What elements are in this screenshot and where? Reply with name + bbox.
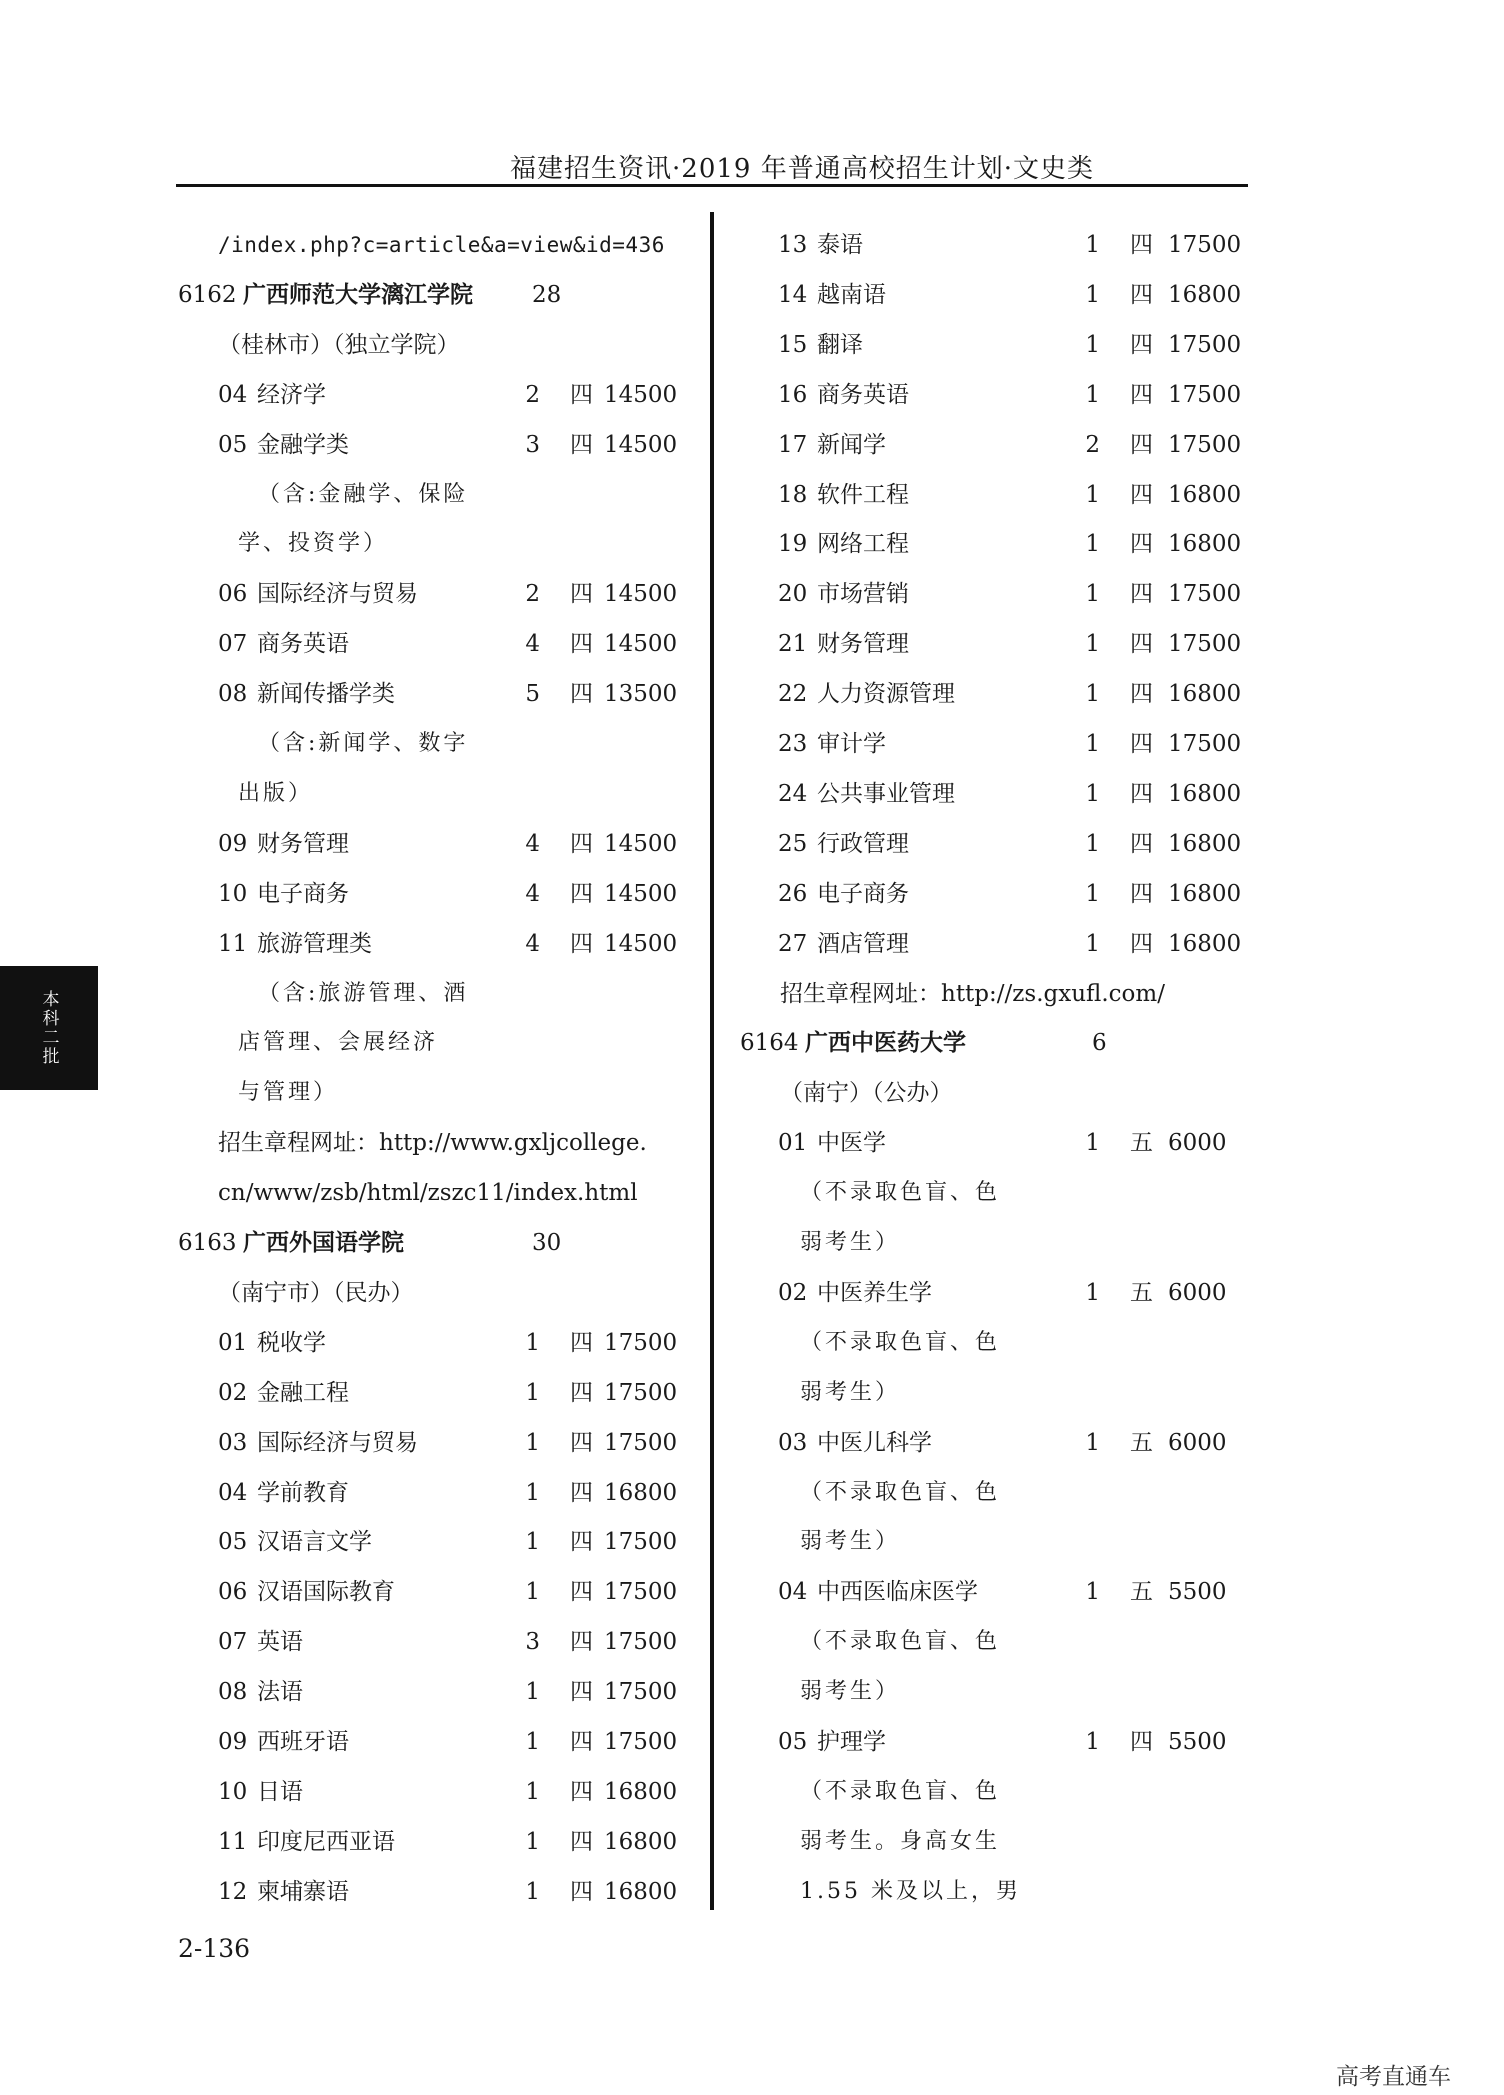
major-code: 19 (778, 531, 808, 558)
major-name: 中医儿科学 (817, 1429, 932, 1456)
tuition-fee: 16800 (1168, 681, 1242, 708)
plan-count: 1 (1085, 232, 1100, 258)
study-years: 四 (570, 1529, 593, 1556)
study-years: 四 (570, 681, 593, 708)
study-years: 四 (570, 631, 593, 658)
major-name: 市场营销 (817, 581, 909, 608)
tuition-fee: 16800 (1168, 930, 1242, 957)
study-years: 四 (570, 381, 593, 408)
study-years: 四 (570, 1778, 593, 1805)
study-years: 四 (570, 431, 593, 458)
line-text: （南宁）（公办） (780, 1080, 953, 1107)
study-years: 四 (570, 830, 593, 857)
plan-count: 4 (525, 830, 540, 857)
major-name: 公共事业管理 (817, 780, 955, 807)
study-years: 四 (570, 1629, 593, 1656)
note-text: 店管理、会展经济 (238, 1030, 439, 1056)
plan-count: 1 (525, 1828, 540, 1855)
study-years: 四 (1130, 481, 1153, 508)
study-years: 四 (570, 1379, 593, 1406)
tuition-fee: 17500 (1168, 431, 1242, 458)
major-code: 12 (218, 1878, 248, 1905)
major-note (0, 1767, 1504, 1817)
tuition-fee: 17500 (1168, 581, 1242, 608)
plan-count: 4 (525, 930, 540, 957)
plan-count: 2 (525, 581, 540, 608)
major-name: 审计学 (817, 731, 886, 757)
study-years: 四 (570, 1329, 593, 1356)
major-name: 越南语 (817, 281, 886, 308)
school-plan-count: 6 (1092, 1030, 1107, 1057)
line-text: （桂林市）（独立学院） (218, 331, 460, 358)
study-years: 四 (1130, 780, 1153, 807)
major-code: 26 (778, 880, 808, 907)
school-code: 6163 (178, 1230, 237, 1256)
plan-count: 1 (525, 1479, 540, 1506)
study-years: 五 (1130, 1429, 1153, 1456)
note-text: （不录取色盲、色 (800, 1629, 1001, 1655)
school-code: 6164 (740, 1030, 799, 1057)
major-row (0, 420, 1504, 470)
major-name: 商务英语 (257, 631, 349, 658)
major-code: 24 (778, 780, 808, 807)
tuition-fee: 16800 (1168, 531, 1242, 558)
tuition-fee: 5500 (1168, 1579, 1227, 1606)
plan-count: 1 (1085, 731, 1100, 757)
major-note (0, 1218, 1504, 1268)
major-row (0, 719, 1504, 769)
study-years: 四 (1130, 331, 1153, 358)
major-name: 税收学 (257, 1329, 326, 1356)
note-text: 学、投资学） (238, 531, 389, 557)
study-years: 四 (570, 1579, 593, 1606)
plan-count: 1 (1085, 481, 1100, 508)
tuition-fee: 16800 (1168, 481, 1242, 508)
plan-count: 1 (525, 1429, 540, 1456)
major-name: 国际经济与贸易 (257, 581, 418, 608)
tuition-fee: 16800 (1168, 830, 1242, 857)
major-name: 电子商务 (257, 880, 349, 907)
major-code: 01 (218, 1329, 248, 1356)
tuition-fee: 6000 (1168, 1279, 1227, 1306)
major-code: 15 (778, 331, 808, 358)
note-text: （含:新闻学、数字 (258, 731, 469, 756)
note-text: 弱考生） (800, 1679, 901, 1705)
note-text: 弱考生） (800, 1529, 901, 1555)
major-row (0, 1268, 1504, 1318)
tuition-fee: 14500 (604, 880, 678, 907)
header-title: 福建招生资讯·2019 年普通高校招生计划·文史类 (510, 154, 1094, 184)
plan-count: 1 (1085, 331, 1100, 358)
major-code: 23 (778, 731, 808, 757)
tuition-fee: 17500 (1168, 631, 1242, 658)
major-code: 06 (218, 1579, 248, 1606)
major-name: 西班牙语 (257, 1729, 349, 1755)
plan-count: 5 (525, 681, 540, 708)
plan-count: 1 (1085, 780, 1100, 807)
study-years: 四 (570, 1828, 593, 1855)
tuition-fee: 17500 (604, 1629, 678, 1656)
major-code: 09 (218, 830, 248, 857)
major-code: 07 (218, 631, 248, 658)
major-note (0, 1867, 1504, 1917)
tuition-fee: 17500 (604, 1679, 678, 1706)
major-note (0, 1617, 1504, 1667)
tuition-fee: 14500 (604, 381, 678, 408)
plan-count: 1 (1085, 281, 1100, 308)
study-years: 四 (570, 1479, 593, 1506)
major-code: 14 (778, 281, 808, 308)
major-row (0, 220, 1504, 270)
study-years: 五 (1130, 1579, 1153, 1606)
plan-count: 1 (1085, 381, 1100, 408)
major-code: 04 (218, 1479, 248, 1506)
study-years: 四 (570, 581, 593, 608)
major-row (0, 1418, 1504, 1468)
plan-count: 3 (525, 431, 540, 458)
major-note (0, 1667, 1504, 1717)
major-name: 金融工程 (257, 1379, 349, 1406)
major-code: 08 (218, 681, 248, 708)
major-name: 财务管理 (817, 631, 909, 658)
major-note (0, 1168, 1504, 1218)
major-row (0, 819, 1504, 869)
major-code: 04 (218, 381, 248, 408)
note-text: （含:金融学、保险 (258, 481, 469, 507)
major-code: 05 (218, 1529, 248, 1556)
school-plan-count: 30 (532, 1230, 562, 1256)
major-name: 商务英语 (817, 381, 909, 408)
major-name: 软件工程 (817, 481, 909, 508)
study-years: 四 (1130, 930, 1153, 957)
plan-count: 1 (525, 1778, 540, 1805)
major-code: 18 (778, 481, 808, 508)
tuition-fee: 14500 (604, 581, 678, 608)
major-name: 学前教育 (257, 1479, 349, 1506)
major-name: 中西医临床医学 (817, 1579, 978, 1606)
school-row (0, 1018, 1504, 1068)
major-row (0, 669, 1504, 719)
tuition-fee: 16800 (604, 1828, 678, 1855)
major-name: 中医养生学 (817, 1279, 932, 1306)
tuition-fee: 14500 (604, 431, 678, 458)
plan-count: 1 (1085, 1729, 1100, 1755)
note-text: （含:旅游管理、酒 (258, 980, 469, 1006)
major-code: 09 (218, 1729, 248, 1755)
note-text: 与管理） (238, 1080, 339, 1106)
study-years: 四 (1130, 631, 1153, 658)
major-row (0, 919, 1504, 969)
major-name: 翻译 (817, 331, 863, 358)
major-note (0, 1817, 1504, 1867)
plan-count: 3 (525, 1629, 540, 1656)
tuition-fee: 17500 (604, 1429, 678, 1456)
school-code: 6162 (178, 281, 237, 308)
study-years: 四 (1130, 232, 1153, 258)
major-row (0, 1567, 1504, 1617)
major-row (0, 1118, 1504, 1168)
major-note (0, 1468, 1504, 1518)
watermark: 高考直通车 (1336, 2064, 1451, 2090)
major-name: 汉语言文学 (257, 1529, 372, 1556)
note-text: （不录取色盲、色 (800, 1180, 1001, 1206)
major-name: 新闻传播学类 (257, 681, 395, 708)
tuition-fee: 17500 (1168, 331, 1242, 358)
plan-count: 2 (525, 381, 540, 408)
major-name: 电子商务 (817, 880, 909, 907)
study-years: 四 (1130, 431, 1153, 458)
study-years: 四 (1130, 281, 1153, 308)
major-code: 07 (218, 1629, 248, 1656)
study-years: 五 (1130, 1130, 1153, 1157)
plan-count: 1 (1085, 1279, 1100, 1306)
major-row (0, 1717, 1504, 1767)
plan-count: 1 (1085, 681, 1100, 708)
tuition-fee: 17500 (604, 1579, 678, 1606)
major-name: 泰语 (817, 232, 863, 258)
school-name: 广西中医药大学 (805, 1029, 966, 1057)
note-text: 出版） (238, 780, 314, 806)
major-row (0, 569, 1504, 619)
tuition-fee: 17500 (1168, 731, 1242, 757)
note-text: （不录取色盲、色 (800, 1479, 1001, 1505)
line-text: /index.php?c=article&a=view&id=436 (218, 233, 665, 257)
major-code: 02 (218, 1379, 248, 1406)
major-name: 行政管理 (817, 830, 909, 857)
major-code: 11 (218, 930, 248, 957)
study-years: 四 (570, 930, 593, 957)
school-name: 广西外国语学院 (243, 1229, 404, 1256)
tuition-fee: 16800 (604, 1479, 678, 1506)
major-name: 旅游管理类 (257, 930, 372, 957)
major-name: 护理学 (817, 1729, 886, 1755)
major-note (0, 1318, 1504, 1368)
tuition-fee: 17500 (1168, 381, 1242, 408)
major-code: 11 (218, 1828, 248, 1855)
major-row (0, 270, 1504, 320)
plan-count: 1 (1085, 581, 1100, 608)
tuition-fee: 17500 (604, 1329, 678, 1356)
major-code: 10 (218, 1778, 248, 1805)
tuition-fee: 14500 (604, 930, 678, 957)
study-years: 四 (570, 880, 593, 907)
major-note (0, 1368, 1504, 1418)
study-years: 四 (1130, 830, 1153, 857)
major-code: 27 (778, 930, 808, 957)
tuition-fee: 16800 (1168, 780, 1242, 807)
line-text: （南宁市）（民办） (218, 1279, 414, 1306)
tuition-fee: 6000 (1168, 1429, 1227, 1456)
study-years: 四 (570, 1729, 593, 1755)
major-code: 13 (778, 232, 808, 258)
major-name: 人力资源管理 (817, 681, 955, 708)
study-years: 四 (1130, 681, 1153, 708)
plan-count: 1 (1085, 1579, 1100, 1606)
plan-count: 1 (525, 1729, 540, 1755)
major-name: 网络工程 (817, 531, 909, 558)
plan-count: 2 (1085, 431, 1100, 458)
plan-count: 1 (1085, 531, 1100, 558)
major-code: 06 (218, 581, 248, 608)
note-text: 弱考生） (800, 1230, 901, 1255)
text-line (0, 969, 1504, 1019)
major-name: 新闻学 (817, 431, 886, 458)
major-code: 17 (778, 431, 808, 458)
tuition-fee: 16800 (1168, 281, 1242, 308)
plan-count: 1 (1085, 830, 1100, 857)
plan-count: 1 (1085, 880, 1100, 907)
school-name: 广西师范大学漓江学院 (243, 280, 473, 308)
tuition-fee: 13500 (604, 681, 678, 708)
plan-count: 1 (525, 1579, 540, 1606)
tuition-fee: 16800 (1168, 880, 1242, 907)
header-rule (176, 184, 1248, 187)
major-name: 英语 (257, 1629, 303, 1656)
major-name: 国际经济与贸易 (257, 1429, 418, 1456)
major-row (0, 869, 1504, 919)
plan-count: 1 (1085, 631, 1100, 658)
major-name: 中医学 (817, 1130, 886, 1157)
major-row (0, 320, 1504, 370)
study-years: 四 (1130, 381, 1153, 408)
major-name: 酒店管理 (817, 930, 909, 957)
major-code: 04 (778, 1579, 808, 1606)
study-years: 五 (1130, 1279, 1153, 1306)
tuition-fee: 14500 (604, 830, 678, 857)
major-code: 21 (778, 631, 808, 658)
plan-count: 1 (1085, 1429, 1100, 1456)
study-years: 四 (1130, 880, 1153, 907)
major-row (0, 470, 1504, 520)
section-side-tab-label: 本科二批 (38, 990, 59, 1066)
plan-count: 1 (1085, 930, 1100, 957)
note-text: 弱考生。身高女生 (800, 1828, 1001, 1854)
major-name: 法语 (257, 1679, 303, 1706)
major-code: 02 (778, 1279, 808, 1306)
study-years: 四 (1130, 581, 1153, 608)
line-text: 招生章程网址：http://www.gxljcollege. (218, 1130, 647, 1157)
plan-count: 1 (525, 1529, 540, 1556)
tuition-fee: 17500 (1168, 232, 1242, 258)
plan-count: 1 (525, 1329, 540, 1356)
plan-count: 4 (525, 880, 540, 907)
note-text: 1.55 米及以上，男 (800, 1878, 1021, 1904)
study-years: 四 (570, 1878, 593, 1905)
major-code: 01 (778, 1130, 808, 1157)
major-code: 05 (218, 431, 248, 458)
note-text: 弱考生） (800, 1379, 901, 1405)
major-row (0, 370, 1504, 420)
note-text: （不录取色盲、色 (800, 1329, 1001, 1355)
tuition-fee: 17500 (604, 1529, 678, 1556)
major-row (0, 519, 1504, 569)
plan-count: 1 (525, 1679, 540, 1706)
major-code: 03 (218, 1429, 248, 1456)
page-number: 2-136 (178, 1934, 251, 1963)
major-code: 10 (218, 880, 248, 907)
major-code: 05 (778, 1729, 808, 1755)
major-name: 金融学类 (257, 431, 349, 458)
major-name: 经济学 (257, 381, 326, 408)
line-text: 招生章程网址：http://zs.gxufl.com/ (780, 980, 1165, 1007)
note-text: （不录取色盲、色 (800, 1778, 1001, 1804)
tuition-fee: 16800 (604, 1878, 678, 1905)
major-name: 汉语国际教育 (257, 1579, 395, 1606)
plan-count: 1 (525, 1379, 540, 1406)
major-name: 印度尼西亚语 (257, 1828, 395, 1855)
study-years: 四 (570, 1429, 593, 1456)
line-text: cn/www/zsb/html/zszc11/index.html (218, 1180, 638, 1207)
major-code: 08 (218, 1679, 248, 1706)
study-years: 四 (1130, 1729, 1153, 1755)
school-plan-count: 28 (532, 281, 562, 308)
tuition-fee: 14500 (604, 631, 678, 658)
study-years: 四 (1130, 531, 1153, 558)
major-row (0, 619, 1504, 669)
tuition-fee: 6000 (1168, 1130, 1227, 1157)
plan-count: 1 (1085, 1130, 1100, 1157)
major-code: 20 (778, 581, 808, 608)
major-name: 柬埔寨语 (257, 1878, 349, 1905)
plan-count: 4 (525, 631, 540, 658)
major-code: 22 (778, 681, 808, 708)
text-line (0, 1068, 1504, 1118)
tuition-fee: 17500 (604, 1729, 678, 1755)
tuition-fee: 5500 (1168, 1729, 1227, 1755)
major-code: 25 (778, 830, 808, 857)
major-row (0, 769, 1504, 819)
major-name: 财务管理 (257, 830, 349, 857)
major-note (0, 1517, 1504, 1567)
plan-count: 1 (525, 1878, 540, 1905)
tuition-fee: 17500 (604, 1379, 678, 1406)
major-code: 16 (778, 381, 808, 408)
tuition-fee: 16800 (604, 1778, 678, 1805)
study-years: 四 (1130, 731, 1153, 757)
study-years: 四 (570, 1679, 593, 1706)
major-code: 03 (778, 1429, 808, 1456)
major-name: 日语 (257, 1778, 303, 1805)
